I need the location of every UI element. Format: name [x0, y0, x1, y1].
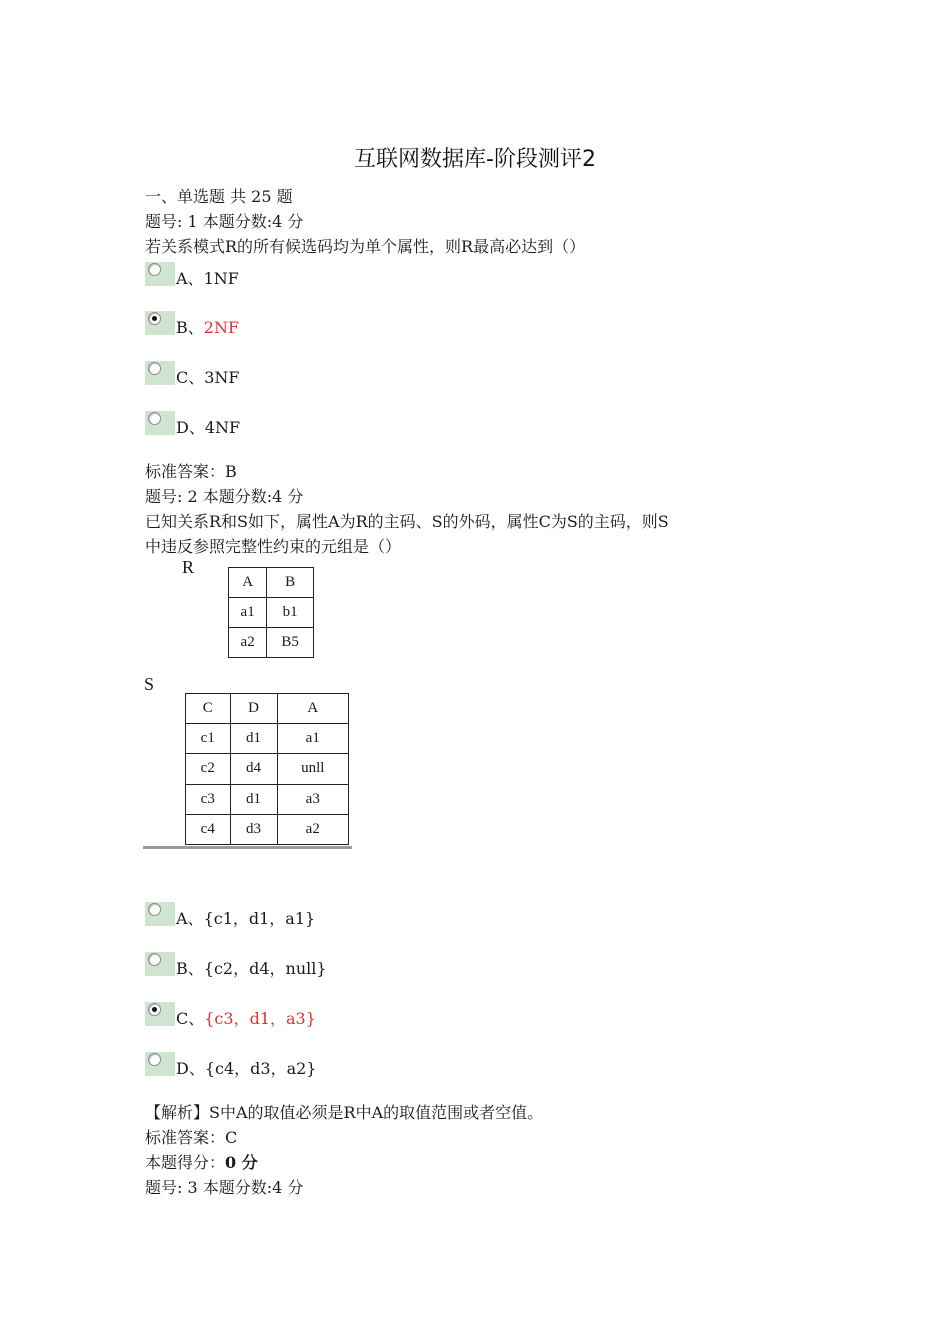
q3-header: 题号: 3 本题分数:4 分: [145, 1178, 304, 1197]
q1-option-c: C、3NF: [176, 368, 240, 387]
table-cell: d1: [230, 784, 277, 814]
radio-icon: [148, 1053, 161, 1066]
table-row: [229, 598, 314, 628]
table-cell: a3: [277, 784, 349, 814]
table-row: [186, 754, 349, 784]
q1-option-b: B、2NF: [176, 318, 240, 337]
radio-icon: [148, 362, 161, 375]
q2-option-d: D、{c4，d3，a2}: [176, 1059, 317, 1078]
table-header-cell: B: [267, 568, 314, 598]
table-cell: d1: [230, 724, 277, 754]
relation-r-label: R: [182, 557, 195, 577]
table-divider: [143, 846, 352, 849]
radio-icon: [148, 903, 161, 916]
q2-text-line1: 已知关系R和S如下，属性A为R的主码、S的外码，属性C为S的主码，则S: [145, 512, 669, 531]
q1-option-d: D、4NF: [176, 418, 241, 437]
radio-checked-icon: [148, 312, 161, 325]
table-header-cell: A: [229, 568, 267, 598]
relation-r-table: [228, 567, 314, 658]
table-cell: B5: [267, 628, 314, 658]
q2-text-line2: 中违反参照完整性约束的元组是（）: [145, 537, 402, 556]
q1-header: 题号: 1 本题分数:4 分: [145, 212, 304, 231]
q2-option-c: C、{c3，d1，a3}: [176, 1009, 316, 1028]
table-cell: c4: [186, 814, 231, 844]
radio-checked-icon: [148, 1003, 161, 1016]
table-row: [186, 784, 349, 814]
q1-option-c-radio[interactable]: [145, 361, 175, 385]
q2-score: 本题得分：0 分: [145, 1153, 258, 1172]
q2-option-d-radio[interactable]: [145, 1052, 175, 1076]
q2-option-c-radio[interactable]: [145, 1002, 175, 1026]
section-heading: 一、单选题 共 25 题: [145, 187, 293, 206]
table-cell: a2: [229, 628, 267, 658]
table-header-cell: D: [230, 694, 277, 724]
table-cell: a1: [229, 598, 267, 628]
table-cell: d4: [230, 754, 277, 784]
relation-s-label: S: [144, 674, 155, 694]
page-title: 互联网数据库-阶段测评2: [354, 147, 596, 172]
radio-icon: [148, 412, 161, 425]
q2-answer: 标准答案：C: [145, 1128, 238, 1147]
table-row: [186, 814, 349, 844]
table-row: [186, 724, 349, 754]
table-cell: d3: [230, 814, 277, 844]
table-cell: c2: [186, 754, 231, 784]
table-cell: c3: [186, 784, 231, 814]
q2-option-a-radio[interactable]: [145, 902, 175, 926]
q2-option-a: A、{c1，d1，a1}: [176, 909, 316, 928]
table-cell: b1: [267, 598, 314, 628]
q2-header: 题号: 2 本题分数:4 分: [145, 487, 304, 506]
table-cell: c1: [186, 724, 231, 754]
table-header-cell: A: [277, 694, 349, 724]
q1-option-a: A、1NF: [176, 269, 239, 288]
q2-option-b-radio[interactable]: [145, 952, 175, 976]
q2-analysis: 【解析】S中A的取值必须是R中A的取值范围或者空值。: [145, 1103, 544, 1122]
relation-s-table: [185, 693, 349, 845]
q1-answer: 标准答案：B: [145, 462, 237, 481]
q1-text: 若关系模式R的所有候选码均为单个属性，则R最高必达到（）: [145, 237, 586, 256]
table-row: [229, 628, 314, 658]
table-header-row: [229, 568, 314, 598]
table-header-cell: C: [186, 694, 231, 724]
table-header-row: [186, 694, 349, 724]
q1-option-b-radio[interactable]: [145, 311, 175, 335]
q1-option-a-radio[interactable]: [145, 262, 175, 286]
radio-icon: [148, 953, 161, 966]
q1-option-d-radio[interactable]: [145, 411, 175, 435]
table-cell: a2: [277, 814, 349, 844]
q2-option-b: B、{c2，d4，null}: [176, 959, 327, 978]
table-cell: a1: [277, 724, 349, 754]
radio-icon: [148, 263, 161, 276]
table-cell: unll: [277, 754, 349, 784]
